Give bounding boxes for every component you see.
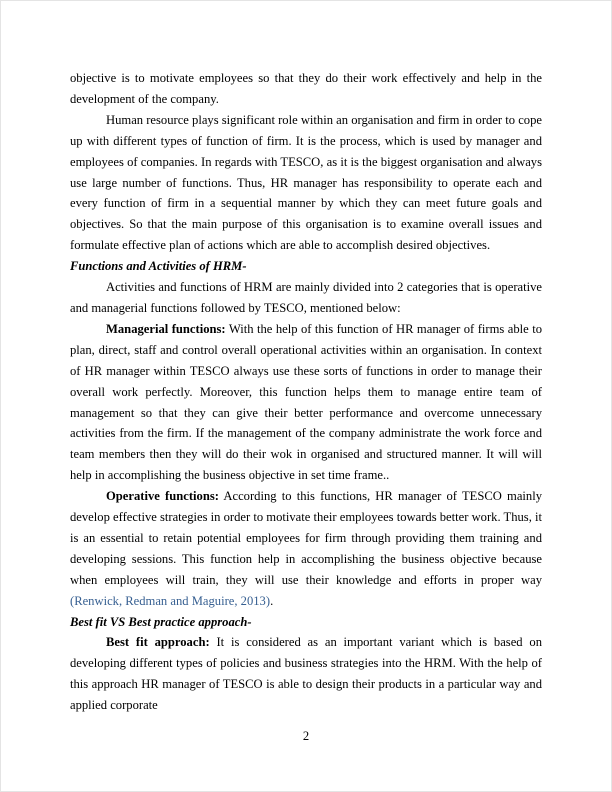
paragraph-activities-intro: Activities and functions of HRM are mainly divided into 2 categories that is operative and managerial functions followed by TESCO, mentioned below: <box>70 280 542 315</box>
sentence-end-period: . <box>270 593 274 608</box>
paragraph-continuation: objective is to motivate employees so that they do their work effectively and help in the development of the company. <box>70 71 542 106</box>
operative-functions-text: According to this functions, HR manager of TESCO mainly develop effective strategies in order to motivate their employees towards better work. Thus, it is an essential to retain potential employees for firm through providing them training and developing sessions. This function help in accomplishing the business objective because when employees will train, they will use their knowledge and efforts in proper way <box>70 489 543 587</box>
paragraph-operative-functions <box>70 486 542 611</box>
page-content <box>70 68 542 716</box>
managerial-functions-text: With the help of this function of HR manager of firms able to plan, direct, staff and control overall operational activities within an organisation. In context of HR manager within TESCO always use these sorts of functions in order to manage their overall work perfectly. Moreover, this function helps them to manage entire team of management so that they can give their better performance and overcome unnecessary activities from the firm. If the management of the company administrate the work force and team members then they will do their wok in organised and structured manner. It will will help in accomplishing the business objective in set time frame.. <box>70 321 542 483</box>
managerial-functions-label: Managerial functions: <box>106 321 226 336</box>
section-heading-best-fit: Best fit VS Best practice approach- <box>70 614 252 629</box>
best-fit-approach-text: It is considered as an important variant which is based on developing different types of policies and business strategies into the HRM. With the help of this approach HR manager of TESCO is able to design their products in a particular way and applied corporate <box>70 635 542 713</box>
section-heading-functions-hrm: Functions and Activities of HRM- <box>70 259 247 274</box>
operative-functions-label: Operative functions: <box>106 489 219 504</box>
citation-link[interactable]: (Renwick, Redman and Maguire, 2013) <box>70 593 271 608</box>
paragraph-human-resource: Human resource plays significant role within an organisation and firm in order to cope up with different types of function of firm. It is the process, which is used by manager and employees of companies. In regards with TESCO, as it is the biggest organisation and always use large number of functions. Thus, HR manager has responsibility to operate each and every function of firm in a sequential manner by which they can meet future goals and objectives. So that the main purpose of this organisation is to examine overall issues and formulate effective plan of actions which are able to accomplish desired objectives. <box>70 112 542 253</box>
page-number: 2 <box>302 729 310 743</box>
paragraph-managerial-functions <box>70 319 542 486</box>
best-fit-approach-label: Best fit approach: <box>106 635 210 650</box>
paragraph-best-fit-approach <box>70 632 542 716</box>
